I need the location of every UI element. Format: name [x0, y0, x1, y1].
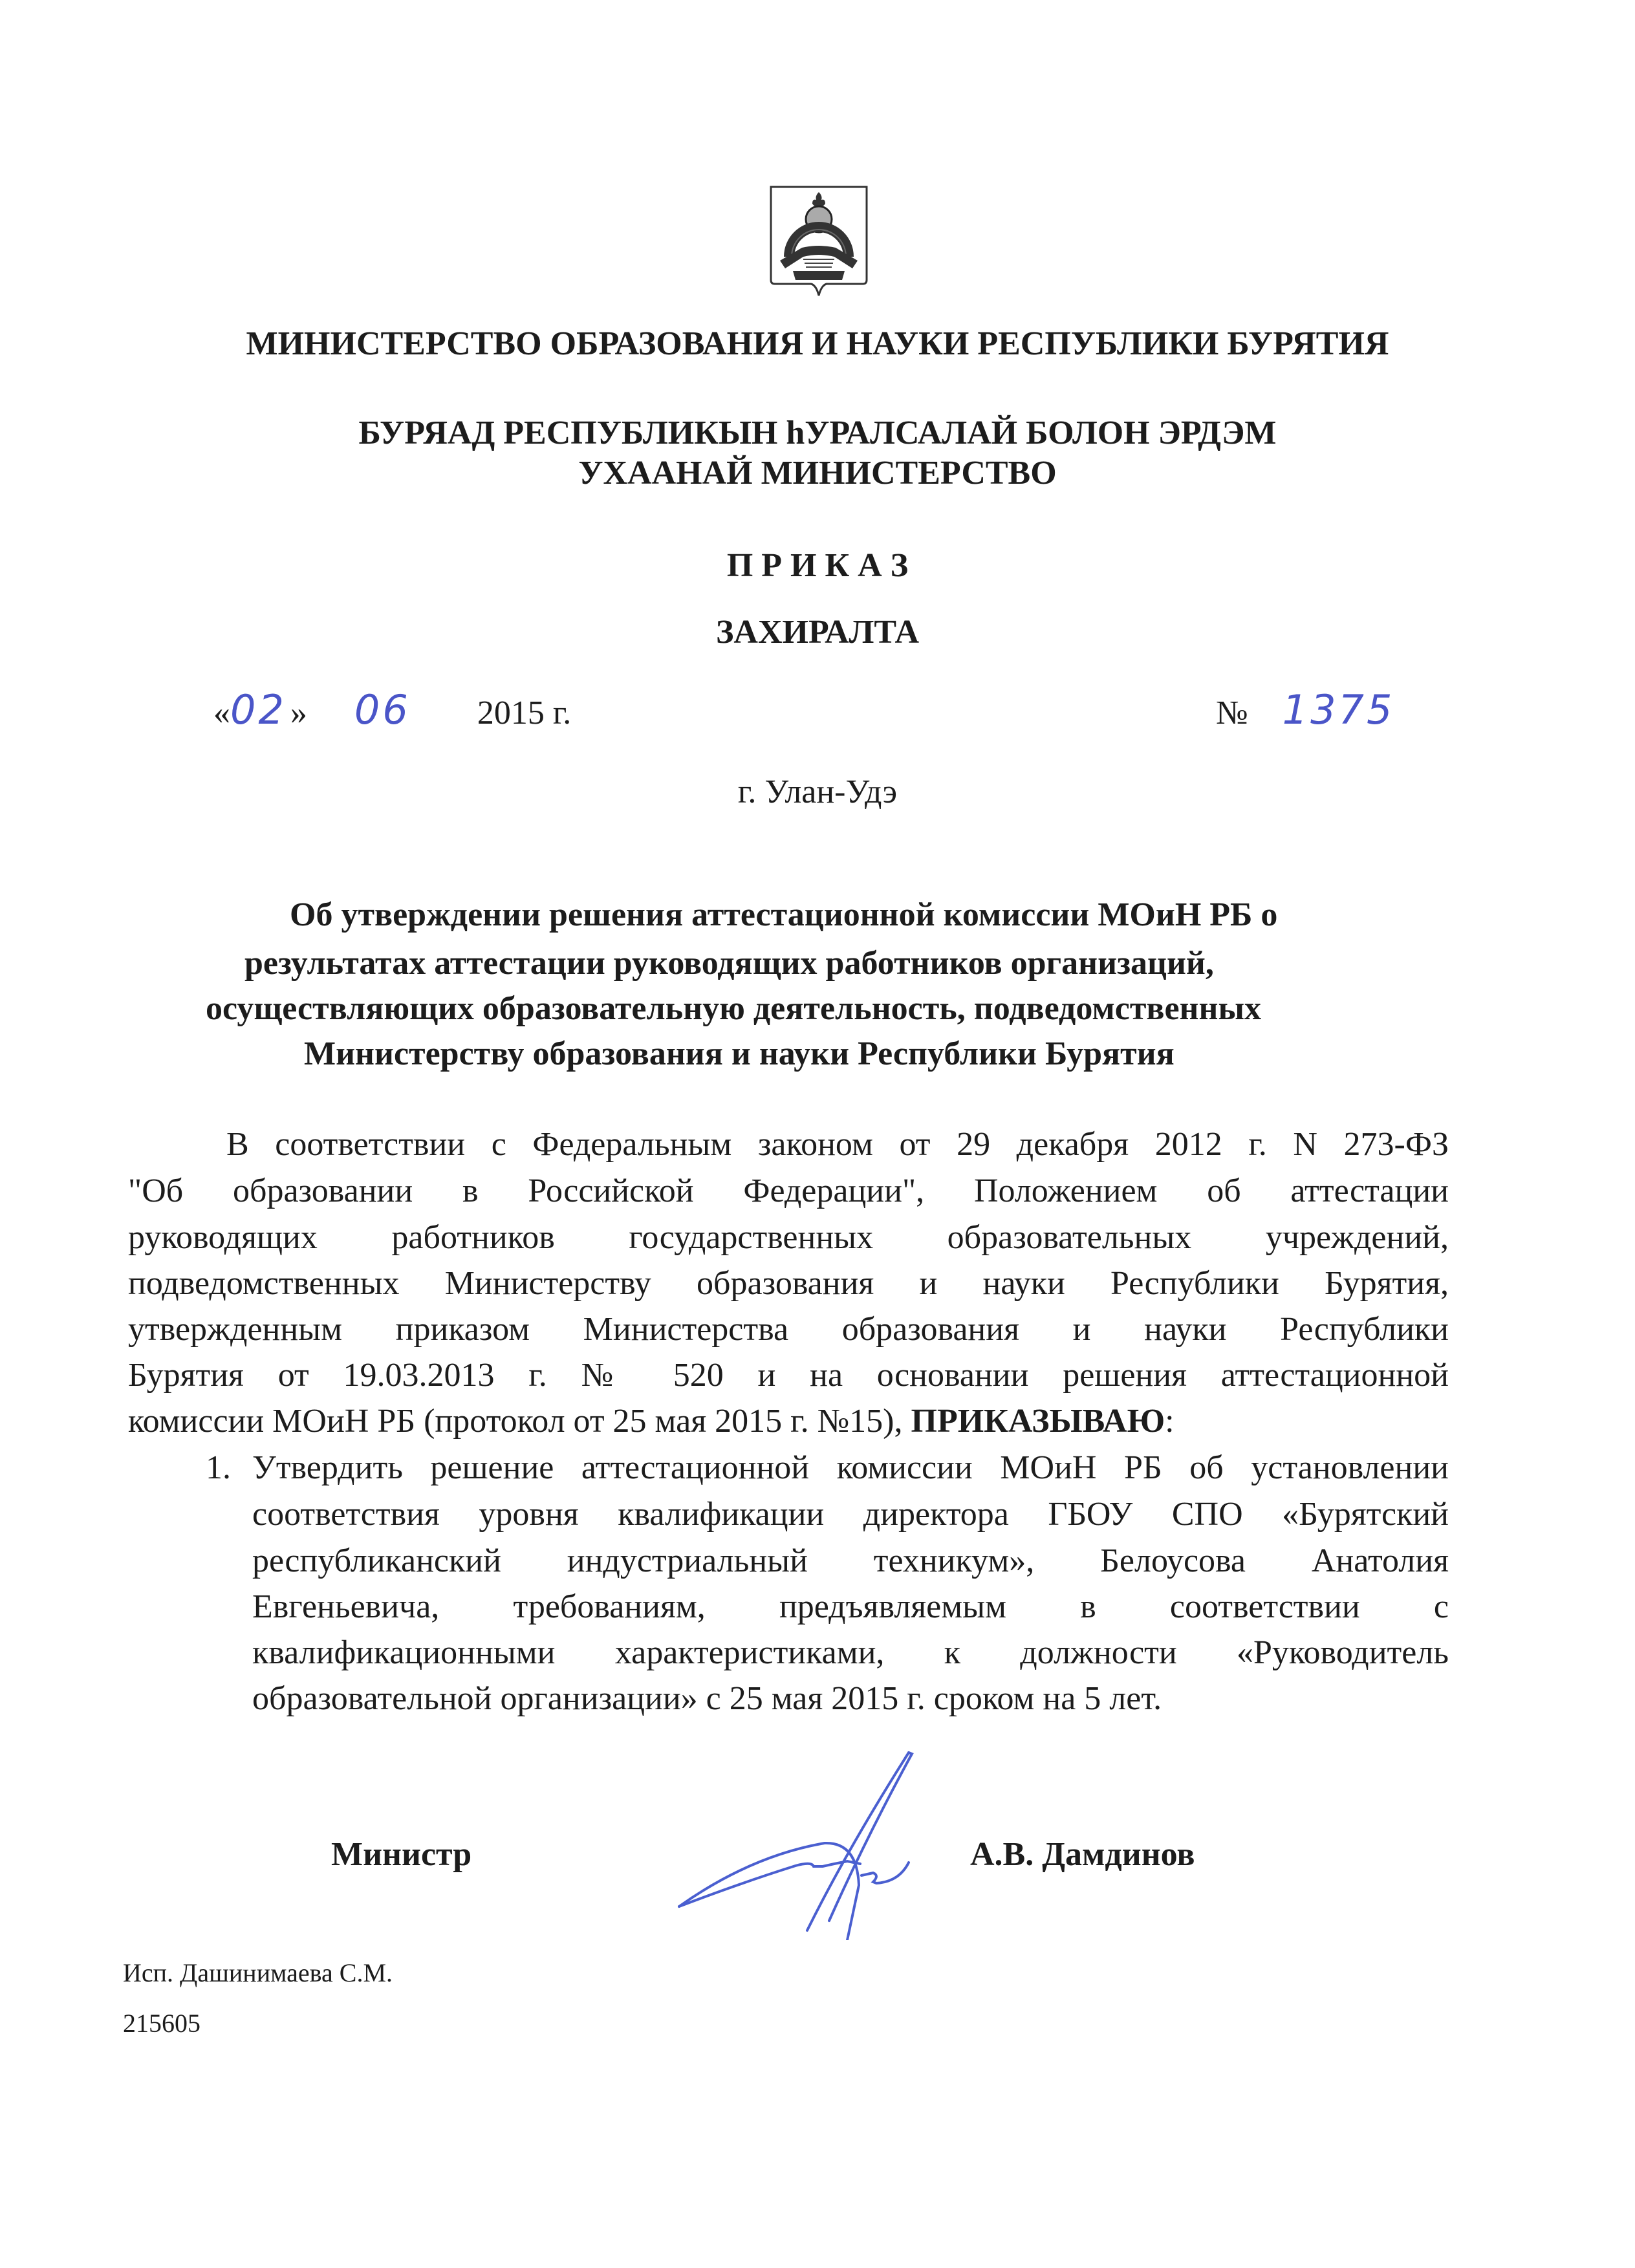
date-day: 02 [230, 686, 287, 733]
title-line: результатах аттестации руководящих работников организаций, [244, 945, 1214, 982]
title-line: осуществляющих образовательную деятельность, подведомственных [206, 990, 1262, 1027]
order-colon: : [1165, 1403, 1175, 1440]
title-line: Об утверждении решения аттестационной комиссии МОиН РБ о [290, 896, 1278, 933]
item-line: соответствия уровня квалификации директора ГБОУ СПО «Бурятский [252, 1496, 1449, 1533]
preamble-line: утвержденным приказом Министерства образования и науки Республики [128, 1311, 1449, 1348]
executor-phone: 215605 [123, 2009, 200, 2038]
preamble-line: комиссии МОиН РБ (протокол от 25 мая 2015 г. №15), [128, 1403, 911, 1440]
preamble-line: В соответствии с Федеральным законом от 29 декабря 2012 г. N 273-ФЗ [226, 1126, 1449, 1163]
number-sign: № [1216, 695, 1248, 731]
ministry-name-ru: МИНИСТЕРСТВО ОБРАЗОВАНИЯ И НАУКИ РЕСПУБЛИКИ БУРЯТИЯ [246, 325, 1389, 362]
item-line: квалификационными характеристиками, к должности «Руководитель [252, 1634, 1449, 1671]
executor: Исп. Дашинимаева С.М. [123, 1958, 393, 1987]
item-number: 1. [206, 1449, 231, 1486]
coat-of-arms-icon [770, 184, 868, 297]
item-line: Утвердить решение аттестационной комиссии МОиН РБ об установлении [252, 1449, 1449, 1486]
preamble-line: Бурятия от 19.03.2013 г. № 520 и на основании решения аттестационной [128, 1357, 1449, 1394]
preamble-line: "Об образовании в Российской Федерации", Положением об аттестации [128, 1172, 1449, 1209]
date-month: 06 [354, 686, 411, 733]
doc-type-bua: ЗАХИРАЛТА [715, 614, 920, 651]
quote-close: » [290, 695, 307, 731]
preamble-line: подведомственных Министерству образования и науки Республики Бурятия, [128, 1265, 1449, 1302]
handwritten-signature-icon [653, 1746, 938, 1940]
item-line: Евгеньевича, требованиям, предъявляемым в соответствии с [252, 1588, 1449, 1625]
date-line [213, 686, 572, 733]
preamble-last-line [128, 1402, 1175, 1441]
city: г. Улан-Удэ [737, 773, 898, 810]
signature [653, 1746, 938, 1940]
order-word: ПРИКАЗЫВАЮ [911, 1403, 1165, 1440]
ministry-name-bua-line1: БУРЯАД РЕСПУБЛИКЫН hУРАЛСАЛАЙ БОЛОН ЭРДЭМ [358, 415, 1277, 451]
date-year: 2015 г. [477, 695, 572, 731]
preamble-line: руководящих работников государственных образовательных учреждений, [128, 1219, 1449, 1256]
quote-open: « [213, 695, 230, 731]
number-value: 1375 [1282, 686, 1395, 733]
ministry-name-bua-line2: УХААНАЙ МИНИСТЕРСТВО [578, 455, 1057, 491]
order-number [1216, 686, 1395, 733]
signatory-position: Министр [331, 1836, 472, 1873]
item-line: образовательной организации» с 25 мая 2015 г. сроком на 5 лет. [252, 1680, 1162, 1717]
item-line: республиканский индустриальный техникум», Белоусова Анатолия [252, 1542, 1449, 1579]
doc-type-ru: П Р И К А З [726, 547, 909, 584]
title-line: Министерству образования и науки Республики Бурятия [304, 1035, 1175, 1072]
emblem [770, 184, 868, 297]
signatory-name: А.В. Дамдинов [970, 1836, 1195, 1873]
